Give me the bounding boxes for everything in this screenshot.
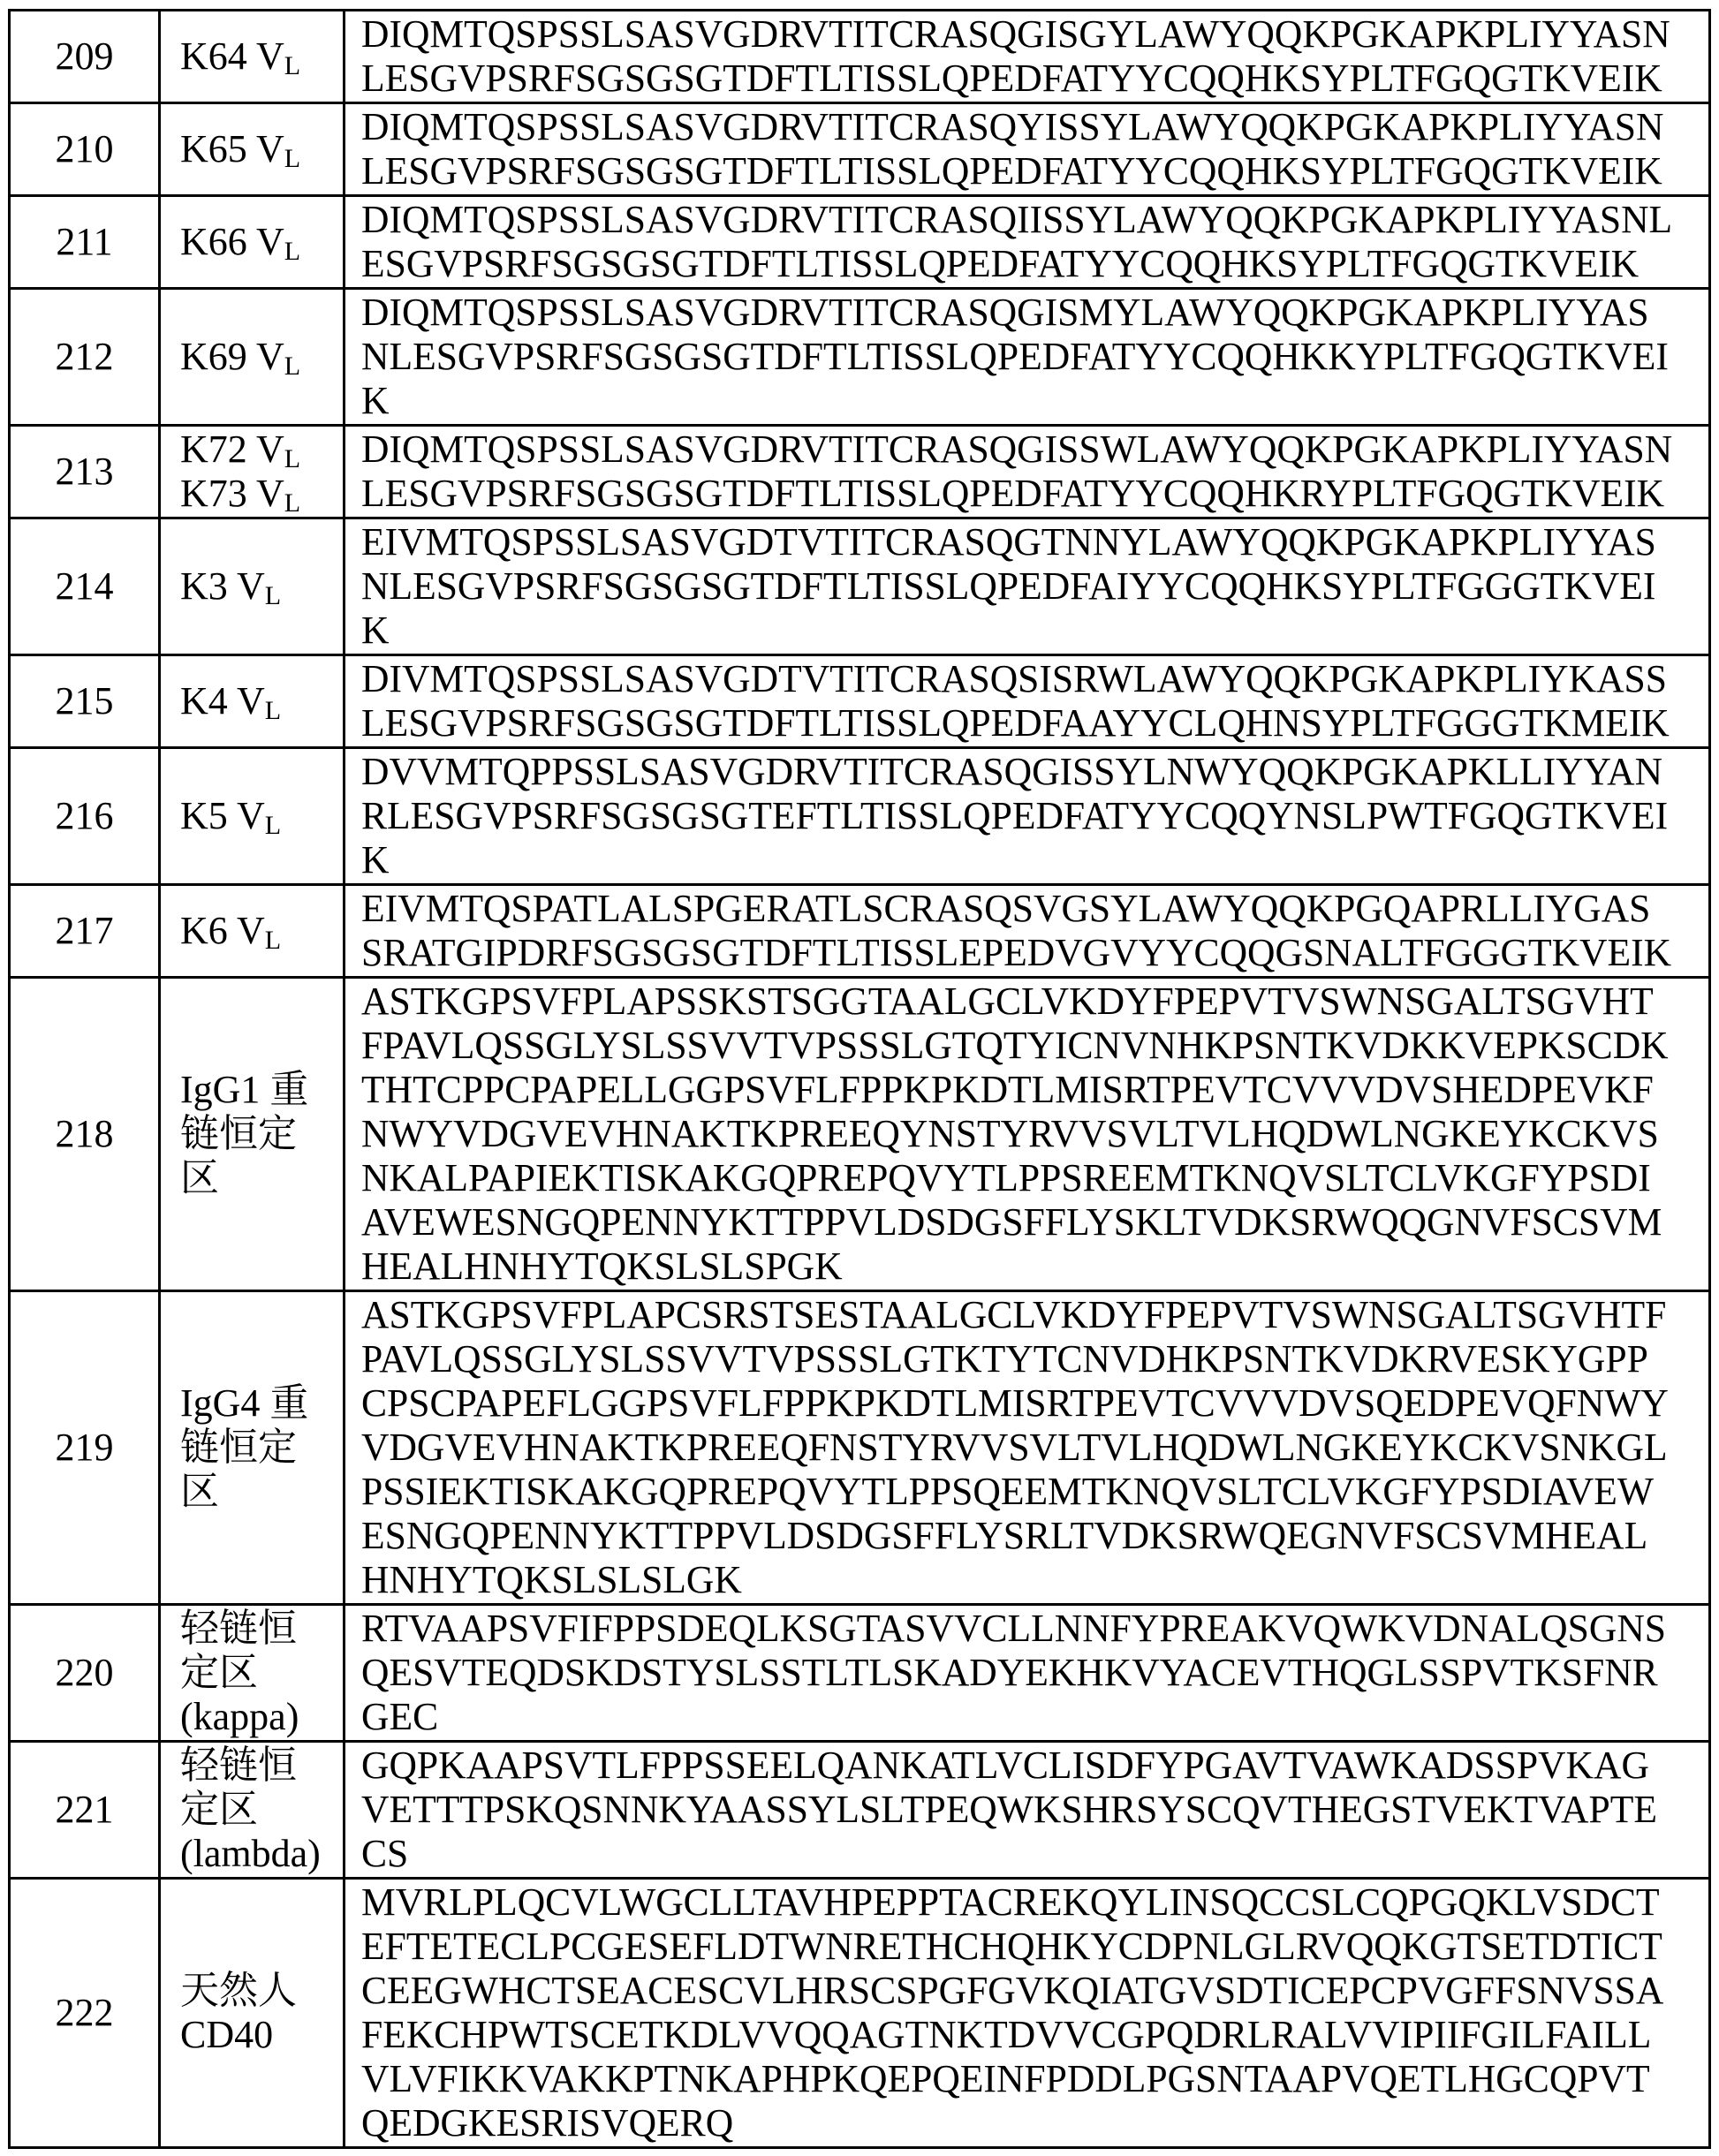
- sequence-line: NKALPAPIEKTISKAKGQPREPQVYTLPPSREEMTKNQVSLTCLVKGFYPSDI: [361, 1156, 1651, 1199]
- seq-name-text: 区: [180, 1156, 219, 1199]
- seq-id: 212: [55, 335, 114, 378]
- sequence-line: HNHYTQKSLSLSLGK: [361, 1558, 742, 1601]
- sequence-line: ASTKGPSVFPLAPCSRSTSESTAALGCLVKDYFPEPVTVSWNSGALTSGVHTF: [361, 1293, 1667, 1336]
- seq-id-cell: [10, 1879, 160, 2148]
- seq-name-cell: [160, 978, 345, 1291]
- table-row: [10, 978, 1710, 1291]
- seq-name-line: [180, 1651, 343, 1695]
- seq-id: 220: [55, 1651, 114, 1694]
- seq-name-line: [180, 1607, 343, 1651]
- seq-name-line: [180, 2013, 343, 2057]
- sequence-cell: [345, 289, 1710, 426]
- seq-name-line: [180, 794, 343, 838]
- sequence-line: RTVAAPSVFIFPPSDEQLKSGTASVVCLLNNFYPREAKVQWKVDNALQSGNS: [361, 1607, 1667, 1650]
- seq-name-subscript: L: [264, 696, 282, 725]
- sequence-line: K: [361, 609, 390, 652]
- seq-name-line: [180, 1156, 343, 1200]
- sequence-line: MVRLPLQCVLWGCLLTAVHPEPPTACREKQYLINSQCCSLCQPGQKLVSDCT: [361, 1880, 1660, 1924]
- seq-name-text: IgG1 重: [180, 1068, 309, 1111]
- sequence-line: CPSCPAPEFLGGPSVFLFPPKPKDTLMISRTPEVTCVVVDVSQEDPEVQFNWY: [361, 1381, 1669, 1425]
- sequence-line: FPAVLQSSGLYSLSSVVTVPSSSLGTQTYICNVNHKPSNTKVDKKVEPKSCDK: [361, 1024, 1669, 1067]
- sequence-line: QESVTEQDSKDSTYSLSSTLTLSKADYEKHKVYACEVTHQGLSSPVTKSFNR: [361, 1651, 1658, 1694]
- seq-id: 218: [55, 1112, 114, 1155]
- sequence-line: DVVMTQPPSSLSASVGDRVTITCRASQGISSYLNWYQQKPGKAPKLLIYYAN: [361, 750, 1663, 793]
- seq-name-text: 定区: [180, 1788, 258, 1831]
- seq-id: 219: [55, 1426, 114, 1469]
- seq-name-text: K64 V: [180, 34, 284, 78]
- seq-name-line: [180, 1426, 343, 1470]
- sequence-line: THTCPPCPAPELLGGPSVFLFPPKPKDTLMISRTPEVTCVVVDVSHEDPEVKF: [361, 1068, 1654, 1111]
- sequence-cell: [345, 518, 1710, 655]
- sequence-line: K: [361, 379, 390, 422]
- sequence-line: RLESGVPSRFSGSGSGTEFTLTISSLQPEDFATYYCQQYNSLPWTFGQGTKVEI: [361, 794, 1669, 837]
- seq-name-cell: [160, 1742, 345, 1879]
- seq-id-cell: [10, 426, 160, 518]
- seq-id-cell: [10, 885, 160, 978]
- seq-name-line: [180, 127, 343, 171]
- table-row: [10, 748, 1710, 885]
- sequence-line: SRATGIPDRFSGSGSGTDFTLTISSLEPEDVGVYYCQQGSNALTFGGGTKVEIK: [361, 931, 1672, 974]
- seq-name-text: 区: [180, 1470, 219, 1513]
- table-row: [10, 289, 1710, 426]
- seq-name-cell: [160, 518, 345, 655]
- seq-name-line: [180, 34, 343, 79]
- sequence-line: FEKCHPWTSCETKDLVVQQAGTNKTDVVCGPQDRLRALVVIPIIFGILFAILL: [361, 2013, 1652, 2056]
- seq-id-cell: [10, 978, 160, 1291]
- seq-id: 210: [55, 127, 114, 170]
- seq-id-cell: [10, 1605, 160, 1742]
- sequence-cell: [345, 885, 1710, 978]
- seq-name-text: K6 V: [180, 909, 265, 952]
- sequence-line: DIQMTQSPSSLSASVGDRVTITCRASQIISSYLAWYQQKPGKAPKPLIYYASNL: [361, 198, 1673, 241]
- seq-name-text: IgG4 重: [180, 1381, 309, 1425]
- seq-name-text: K66 V: [180, 220, 284, 263]
- seq-name-line: [180, 1068, 343, 1112]
- table-row: [10, 11, 1710, 103]
- seq-name-text: (lambda): [180, 1832, 321, 1875]
- table-row: [10, 1291, 1710, 1605]
- sequence-cell: [345, 1291, 1710, 1605]
- sequence-cell: [345, 103, 1710, 196]
- sequence-cell: [345, 426, 1710, 518]
- seq-name-text: 天然人: [180, 1969, 297, 2012]
- seq-id-cell: [10, 748, 160, 885]
- seq-name-text: K5 V: [180, 794, 265, 837]
- sequence-line: DIQMTQSPSSLSASVGDRVTITCRASQGISGYLAWYQQKPGKAPKPLIYYASN: [361, 12, 1670, 56]
- seq-id-cell: [10, 1742, 160, 1879]
- table-row: [10, 196, 1710, 289]
- seq-name-line: [180, 427, 343, 472]
- sequence-cell: [345, 1879, 1710, 2148]
- seq-id-cell: [10, 1291, 160, 1605]
- seq-name-line: [180, 1470, 343, 1514]
- seq-name-text: CD40: [180, 2013, 274, 2056]
- seq-name-text: 链恒定: [180, 1426, 297, 1469]
- seq-id: 217: [55, 909, 114, 952]
- seq-id: 222: [55, 1991, 114, 2034]
- seq-name-text: (kappa): [180, 1695, 299, 1738]
- sequence-cell: [345, 748, 1710, 885]
- sequence-line: NLESGVPSRFSGSGSGTDFTLTISSLQPEDFATYYCQQHKKYPLTFGQGTKVEI: [361, 335, 1669, 378]
- seq-id: 216: [55, 794, 114, 837]
- sequence-line: NLESGVPSRFSGSGSGTDFTLTISSLQPEDFAIYYCQQHKSYPLTFGGGTKVEI: [361, 564, 1656, 608]
- seq-id-cell: [10, 655, 160, 748]
- seq-name-text: K72 V: [180, 427, 284, 471]
- seq-name-subscript: L: [284, 237, 301, 266]
- sequence-line: CS: [361, 1832, 409, 1875]
- seq-id-cell: [10, 518, 160, 655]
- table-row: [10, 1742, 1710, 1879]
- sequence-line: NWYVDGVEVHNAKTKPREEQYNSTYRVVSVLTVLHQDWLNGKEYKCKVS: [361, 1112, 1659, 1155]
- seq-id-cell: [10, 103, 160, 196]
- table-row: [10, 103, 1710, 196]
- sequence-line: GEC: [361, 1695, 439, 1738]
- sequence-line: PAVLQSSGLYSLSSVVTVPSSSLGTKTYTCNVDHKPSNTKVDKRVESKYGPP: [361, 1337, 1648, 1381]
- seq-name-text: 定区: [180, 1651, 258, 1694]
- seq-name-line: [180, 1969, 343, 2013]
- sequence-line: HEALHNHYTQKSLSLSPGK: [361, 1244, 843, 1288]
- table-row: [10, 1879, 1710, 2148]
- table-row: [10, 655, 1710, 748]
- seq-name-text: K4 V: [180, 679, 265, 722]
- seq-name-cell: [160, 1879, 345, 2148]
- sequence-line: DIQMTQSPSSLSASVGDRVTITCRASQYISSYLAWYQQKPGKAPKPLIYYASN: [361, 105, 1664, 148]
- seq-id: 214: [55, 564, 114, 608]
- seq-name-line: [180, 1695, 343, 1739]
- seq-name-subscript: L: [284, 444, 301, 473]
- seq-id-cell: [10, 289, 160, 426]
- seq-name-cell: [160, 1291, 345, 1605]
- seq-name-text: K73 V: [180, 472, 284, 515]
- seq-name-text: K3 V: [180, 564, 265, 608]
- sequence-line: VDGVEVHNAKTKPREEQFNSTYRVVSVLTVLHQDWLNGKEYKCKVSNKGL: [361, 1426, 1668, 1469]
- sequence-line: DIVMTQSPSSLSASVGDTVTITCRASQSISRWLAWYQQKPGKAPKPLIYKASS: [361, 657, 1667, 700]
- seq-name-subscript: L: [284, 352, 301, 381]
- sequence-line: QEDGKESRISVQERQ: [361, 2101, 734, 2145]
- sequence-line: VETTTPSKQSNNKYAASSYLSLTPEQWKSHRSYSCQVTHEGSTVEKTVAPTE: [361, 1788, 1657, 1831]
- seq-name-subscript: L: [264, 811, 282, 840]
- seq-name-line: [180, 1832, 343, 1876]
- sequence-line: ESNGQPENNYKTTPPVLDSDGSFFLYSRLTVDKSRWQEGNVFSCSVMHEAL: [361, 1514, 1648, 1557]
- sequence-cell: [345, 1605, 1710, 1742]
- seq-name-line: [180, 909, 343, 953]
- sequence-line: EIVMTQSPSSLSASVGDTVTITCRASQGTNNYLAWYQQKPGKAPKPLIYYAS: [361, 520, 1656, 564]
- sequence-cell: [345, 1742, 1710, 1879]
- seq-name-cell: [160, 11, 345, 103]
- seq-name-subscript: L: [264, 926, 282, 955]
- sequence-line: LESGVPSRFSGSGSGTDFTLTISSLQPEDFATYYCQQHKRYPLTFGQGTKVEIK: [361, 472, 1665, 515]
- seq-name-cell: [160, 289, 345, 426]
- sequence-cell: [345, 11, 1710, 103]
- seq-name-cell: [160, 103, 345, 196]
- sequence-line: EIVMTQSPATLALSPGERATLSCRASQSVGSYLAWYQQKPGQAPRLLIYGAS: [361, 887, 1651, 930]
- seq-name-cell: [160, 655, 345, 748]
- sequence-line: LESGVPSRFSGSGSGTDFTLTISSLQPEDFATYYCQQHKSYPLTFGQGTKVEIK: [361, 149, 1662, 193]
- seq-name-line: [180, 472, 343, 516]
- table-row: [10, 885, 1710, 978]
- sequence-table: [8, 9, 1711, 2149]
- seq-id-cell: [10, 11, 160, 103]
- sequence-table-body: [10, 11, 1710, 2148]
- seq-name-subscript: L: [284, 51, 301, 80]
- sequence-line: DIQMTQSPSSLSASVGDRVTITCRASQGISSWLAWYQQKPGKAPKPLIYYASN: [361, 427, 1673, 471]
- sequence-line: AVEWESNGQPENNYKTTPPVLDSDGSFFLYSKLTVDKSRWQQGNVFSCSVM: [361, 1200, 1662, 1244]
- sequence-line: DIQMTQSPSSLSASVGDRVTITCRASQGISMYLAWYQQKPGKAPKPLIYYAS: [361, 291, 1649, 334]
- sequence-line: PSSIEKTISKAKGQPREPQVYTLPPSQEEMTKNQVSLTCLVKGFYPSDIAVEW: [361, 1470, 1654, 1513]
- sequence-line: GQPKAAPSVTLFPPSSEELQANKATLVCLISDFYPGAVTVAWKADSSPVKAG: [361, 1744, 1649, 1787]
- seq-name-line: [180, 1112, 343, 1156]
- seq-name-subscript: L: [284, 488, 301, 518]
- seq-name-cell: [160, 1605, 345, 1742]
- seq-name-text: 轻链恒: [180, 1607, 297, 1650]
- seq-name-cell: [160, 748, 345, 885]
- seq-name-text: 轻链恒: [180, 1744, 297, 1787]
- seq-name-line: [180, 1788, 343, 1832]
- seq-name-subscript: L: [284, 144, 301, 173]
- sequence-line: EFTETECLPCGESEFLDTWNRETHCHQHKYCDPNLGLRVQQKGTSETDTICT: [361, 1925, 1662, 1968]
- sequence-line: VLVFIKKVAKKPTNKAPHPKQEPQEINFPDDLPGSNTAAPVQETLHGCQPVT: [361, 2057, 1650, 2100]
- sequence-cell: [345, 196, 1710, 289]
- seq-name-cell: [160, 196, 345, 289]
- seq-name-cell: [160, 426, 345, 518]
- seq-name-subscript: L: [264, 581, 282, 610]
- seq-id-cell: [10, 196, 160, 289]
- seq-id: 221: [55, 1788, 114, 1831]
- sequence-line: ESGVPSRFSGSGSGTDFTLTISSLQPEDFATYYCQQHKSYPLTFGQGTKVEIK: [361, 242, 1639, 285]
- seq-name-line: [180, 335, 343, 379]
- seq-name-line: [180, 564, 343, 609]
- seq-name-text: 链恒定: [180, 1112, 297, 1155]
- seq-id: 209: [55, 34, 114, 78]
- table-row: [10, 1605, 1710, 1742]
- seq-name-line: [180, 1744, 343, 1788]
- seq-name-line: [180, 1381, 343, 1426]
- seq-id: 211: [56, 220, 113, 263]
- seq-name-line: [180, 220, 343, 264]
- sequence-line: K: [361, 838, 390, 881]
- table-row: [10, 518, 1710, 655]
- seq-id: 215: [55, 679, 114, 722]
- seq-name-text: K69 V: [180, 335, 284, 378]
- sequence-cell: [345, 655, 1710, 748]
- sequence-line: LESGVPSRFSGSGSGTDFTLTISSLQPEDFATYYCQQHKSYPLTFGQGTKVEIK: [361, 57, 1662, 100]
- seq-name-cell: [160, 885, 345, 978]
- sequence-line: CEEGWHCTSEACESCVLHRSCSPGFGVKQIATGVSDTICEPCPVGFFSNVSSA: [361, 1969, 1664, 2012]
- seq-name-text: K65 V: [180, 127, 284, 170]
- seq-id: 213: [55, 450, 114, 493]
- sequence-cell: [345, 978, 1710, 1291]
- sequence-line: LESGVPSRFSGSGSGTDFTLTISSLQPEDFAAYYCLQHNSYPLTFGGGTKMEIK: [361, 701, 1670, 745]
- seq-name-line: [180, 679, 343, 723]
- sequence-line: ASTKGPSVFPLAPSSKSTSGGTAALGCLVKDYFPEPVTVSWNSGALTSGVHT: [361, 980, 1654, 1023]
- table-row: [10, 426, 1710, 518]
